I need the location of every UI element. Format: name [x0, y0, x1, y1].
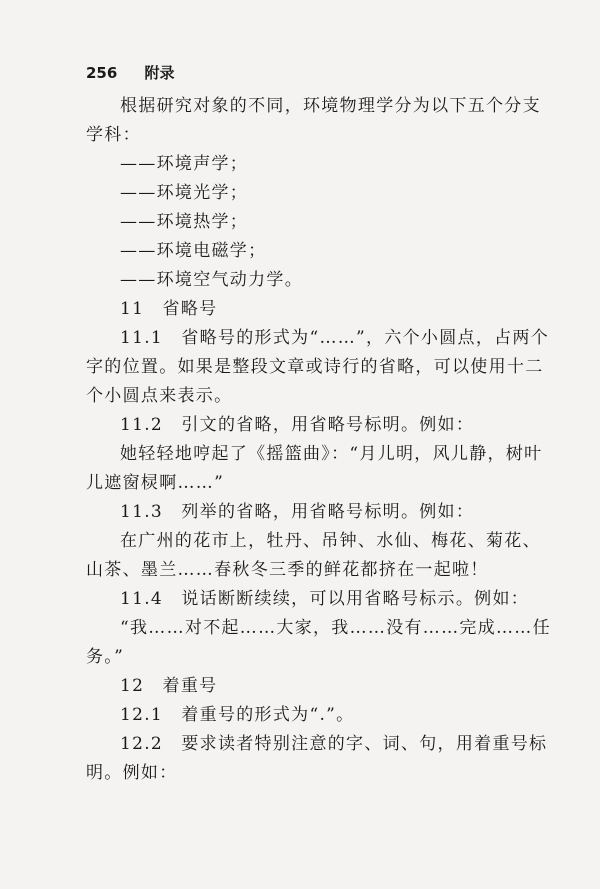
- section-heading: 11 省略号: [120, 299, 218, 319]
- paragraph: 12.2 要求读者特别注意的字、词、句，用着重号标明。例如：: [86, 734, 548, 783]
- example-paragraph: 在广州的花市上，牡丹、吊钟、水仙、梅花、菊花、山茶、墨兰……春秋冬三季的鲜花都挤在一起啦！: [86, 531, 541, 580]
- list-item: ——环境电磁学；: [120, 241, 267, 261]
- paragraph: 11.3 列举的省略，用省略号标明。例如：: [120, 502, 475, 522]
- paragraph: 12.1 着重号的形式为“.”。: [120, 705, 355, 725]
- list-item: ——环境声学；: [120, 154, 249, 174]
- example-paragraph: 她轻轻地哼起了《摇篮曲》：“月儿明，风儿静，树叶儿遮窗棂啊……”: [86, 444, 543, 493]
- page-header: [86, 62, 175, 83]
- paragraph: 11.2 引文的省略，用省略号标明。例如：: [120, 415, 475, 435]
- paragraph: 11.4 说话断断续续，可以用省略号标示。例如：: [120, 589, 530, 609]
- section-heading: 12 着重号: [120, 676, 218, 696]
- example-paragraph: “我……对不起……大家，我……没有……完成……任务。”: [86, 618, 551, 667]
- list-item: ——环境空气动力学。: [120, 270, 303, 290]
- list-item: ——环境光学；: [120, 183, 249, 203]
- list-item: ——环境热学；: [120, 212, 249, 232]
- page-body: [86, 92, 556, 788]
- paragraph: 11.1 省略号的形式为“……”，六个小圆点，占两个字的位置。如果是整段文章或诗行的省略，可以使用十二个小圆点来表示。: [86, 328, 550, 406]
- paragraph: 根据研究对象的不同，环境物理学分为以下五个分支学科：: [86, 96, 541, 145]
- page-number: 256: [86, 64, 118, 82]
- section-title: 附录: [144, 64, 175, 82]
